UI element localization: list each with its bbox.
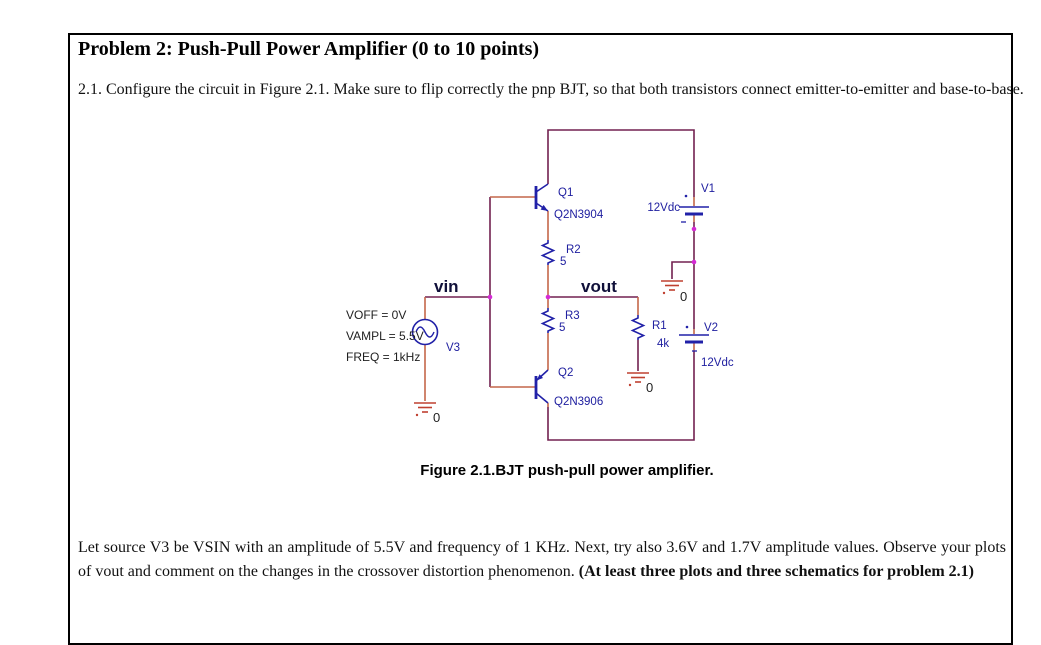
resistor-r1-symbol: [633, 315, 644, 340]
resistor-r2-symbol: [543, 240, 554, 265]
net-label-vin: vin: [434, 277, 459, 296]
q1-emitter-arrow: [541, 205, 548, 211]
q2-ref-label: Q2: [558, 367, 574, 379]
wire-gnd-stub: [672, 262, 694, 279]
closing-text-normal: Let source V3 be VSIN with an amplitude of 5.5V and frequency of 1 KHz. Next, try also 3.6V and 1.7V amplitude values. Observe your plots of vout and comment on the changes in the crossover distortion phenomenon.: [78, 539, 1006, 580]
v3-ref-label: V3: [446, 342, 461, 354]
section-2-1: [78, 79, 1034, 100]
transistor-q2-symbol: [536, 370, 548, 403]
page-title: Problem 2: Push-Pull Power Amplifier (0 to 10 points): [78, 38, 540, 60]
schematic-wires: [425, 130, 694, 440]
v1-value-label: 12Vdc: [647, 202, 680, 214]
q1-ref-label: Q1: [558, 187, 574, 199]
q1-collector: [536, 184, 548, 192]
r1-value-label: 4k: [657, 338, 670, 350]
r1-ref-label: R1: [652, 320, 667, 332]
r2-value-label: 5: [560, 256, 567, 268]
resistor-r3-symbol: [543, 308, 554, 333]
v2-plus-mark: [686, 326, 689, 329]
figure-caption: Figure 2.1.BJT push-pull power amplifier.: [420, 462, 714, 479]
section-text: Configure the circuit in Figure 2.1. Make sure to flip correctly the pnp BJT, so that both transistors connect emitter-to-emitter and base-to-base.: [106, 81, 1024, 98]
v1-ref-label: V1: [701, 183, 716, 195]
q1-part-label: Q2N3904: [554, 209, 604, 221]
r3-ref-label: R3: [565, 310, 580, 322]
junction-vin: [488, 295, 493, 300]
v1-plus-mark: [685, 195, 688, 198]
section-number: 2.1.: [78, 81, 102, 98]
junction-v1-bottom: [692, 227, 697, 232]
ground-r1-label: 0: [646, 380, 654, 395]
v3-freq-label: FREQ = 1kHz: [346, 350, 421, 364]
junction-supply-mid: [692, 260, 697, 265]
v3-voff-label: VOFF = 0V: [346, 308, 407, 322]
ground-v3-label: 0: [433, 410, 441, 425]
q2-collector: [536, 393, 548, 403]
net-label-vout: vout: [581, 277, 617, 296]
closing-paragraph: [78, 536, 1006, 584]
v3-vampl-label: VAMPL = 5.5V: [346, 329, 424, 343]
transistor-q1-symbol: [536, 184, 548, 211]
closing-text-bold: (At least three plots and three schematics for problem 2.1): [578, 563, 974, 580]
r3-value-label: 5: [559, 322, 566, 334]
v2-value-label: 12Vdc: [701, 357, 734, 369]
v2-ref-label: V2: [704, 322, 719, 334]
r2-ref-label: R2: [566, 244, 581, 256]
ground-supply-label: 0: [680, 289, 688, 304]
junction-vout: [546, 295, 551, 300]
circuit-schematic: [340, 125, 820, 455]
q2-part-label: Q2N3906: [554, 396, 604, 408]
